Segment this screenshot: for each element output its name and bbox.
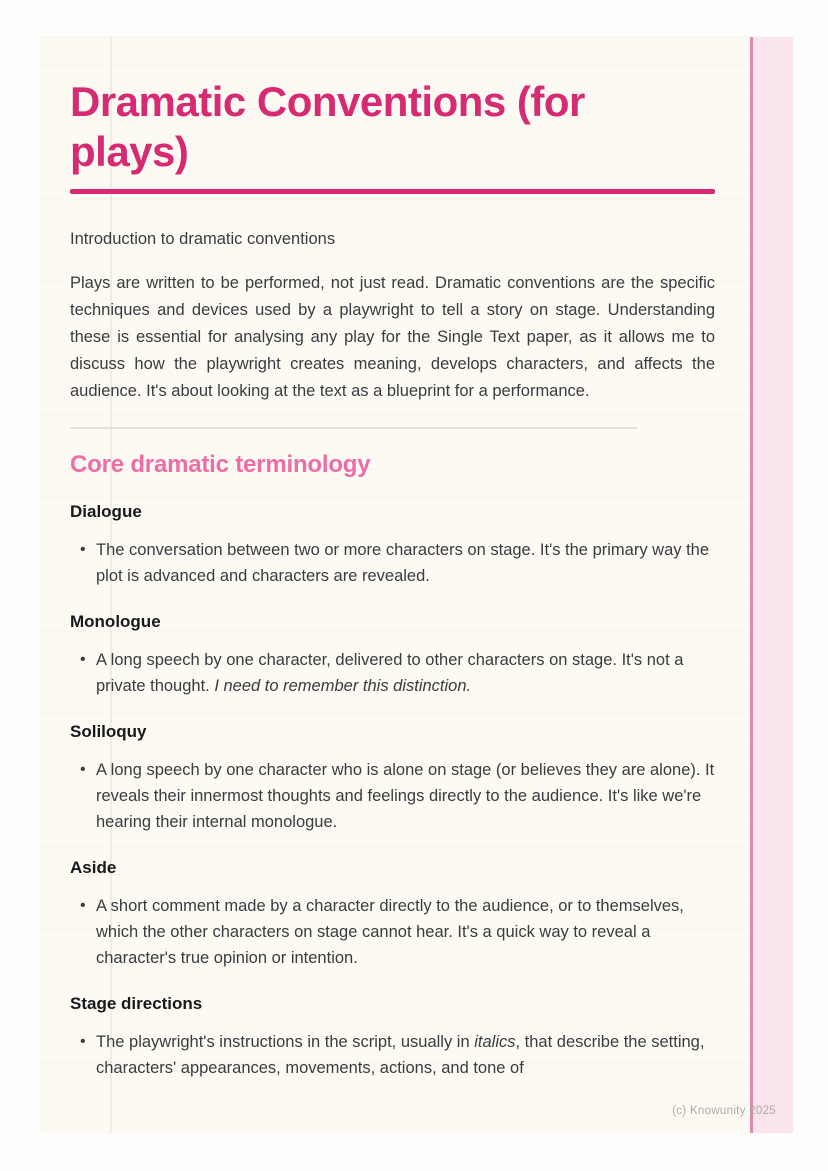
term-heading: Stage directions [70, 993, 203, 1013]
terms-list [70, 501, 715, 1081]
term-definition [96, 757, 715, 835]
definition-text-segment: A long speech by one character who is alone on stage (or believes they are alone). It reveals their innermost thoughts and feelings directly to the audience. It's like we're hearing their internal monologue. [96, 760, 715, 831]
section-heading: Core dramatic terminology [70, 450, 371, 478]
intro-paragraph: Plays are written to be performed, not just read. Dramatic conventions are the specific techniques and devices used by a playwright to tell a story on stage. Understanding these is essential for analysing any play for the Single Text paper, as it allows me to discuss how the playwright creates meaning, develops characters, and affects the audience. It's about looking at the text as a blueprint for a performance. [70, 274, 715, 400]
intro-label: Introduction to dramatic conventions [70, 230, 336, 248]
term-definition [96, 647, 715, 699]
definition-italic-segment: I need to remember this distinction. [214, 676, 472, 695]
definition-text-segment: The playwright's instructions in the script, usually in [96, 1032, 475, 1051]
term-bullet-list [70, 757, 715, 835]
document-page [40, 37, 793, 1133]
page-content [40, 37, 750, 1081]
section-divider [70, 427, 637, 429]
page-title: Dramatic Conventions (for plays) [70, 78, 585, 175]
term-bullet-list [70, 647, 715, 699]
term-bullet-list [70, 537, 715, 589]
definition-text-segment: , that describe the setting, characters' appearances, movements, actions, and tone of [96, 1032, 705, 1077]
term-definition [96, 893, 715, 971]
term-bullet-list [70, 893, 715, 971]
title-divider-rule [70, 189, 715, 194]
term-heading: Soliloquy [70, 721, 147, 741]
definition-text-segment: A long speech by one character, delivered to other characters on stage. It's not a private thought. [96, 650, 684, 695]
pink-margin-stripe [750, 37, 793, 1133]
definition-text-segment: A short comment made by a character directly to the audience, or to themselves, which the other characters on stage cannot hear. It's a quick way to reveal a character's true opinion or intention. [96, 896, 684, 967]
term-definition [96, 1029, 715, 1081]
definition-text-segment: The conversation between two or more characters on stage. It's the primary way the plot is advanced and characters are revealed. [96, 540, 710, 585]
term-heading: Dialogue [70, 501, 142, 521]
definition-italic-segment: italics [474, 1032, 516, 1051]
watermark: (c) Knowunity 2025 [672, 1105, 776, 1117]
term-heading: Monologue [70, 611, 161, 631]
term-bullet-list [70, 1029, 715, 1081]
term-definition [96, 537, 715, 589]
term-heading: Aside [70, 857, 117, 877]
